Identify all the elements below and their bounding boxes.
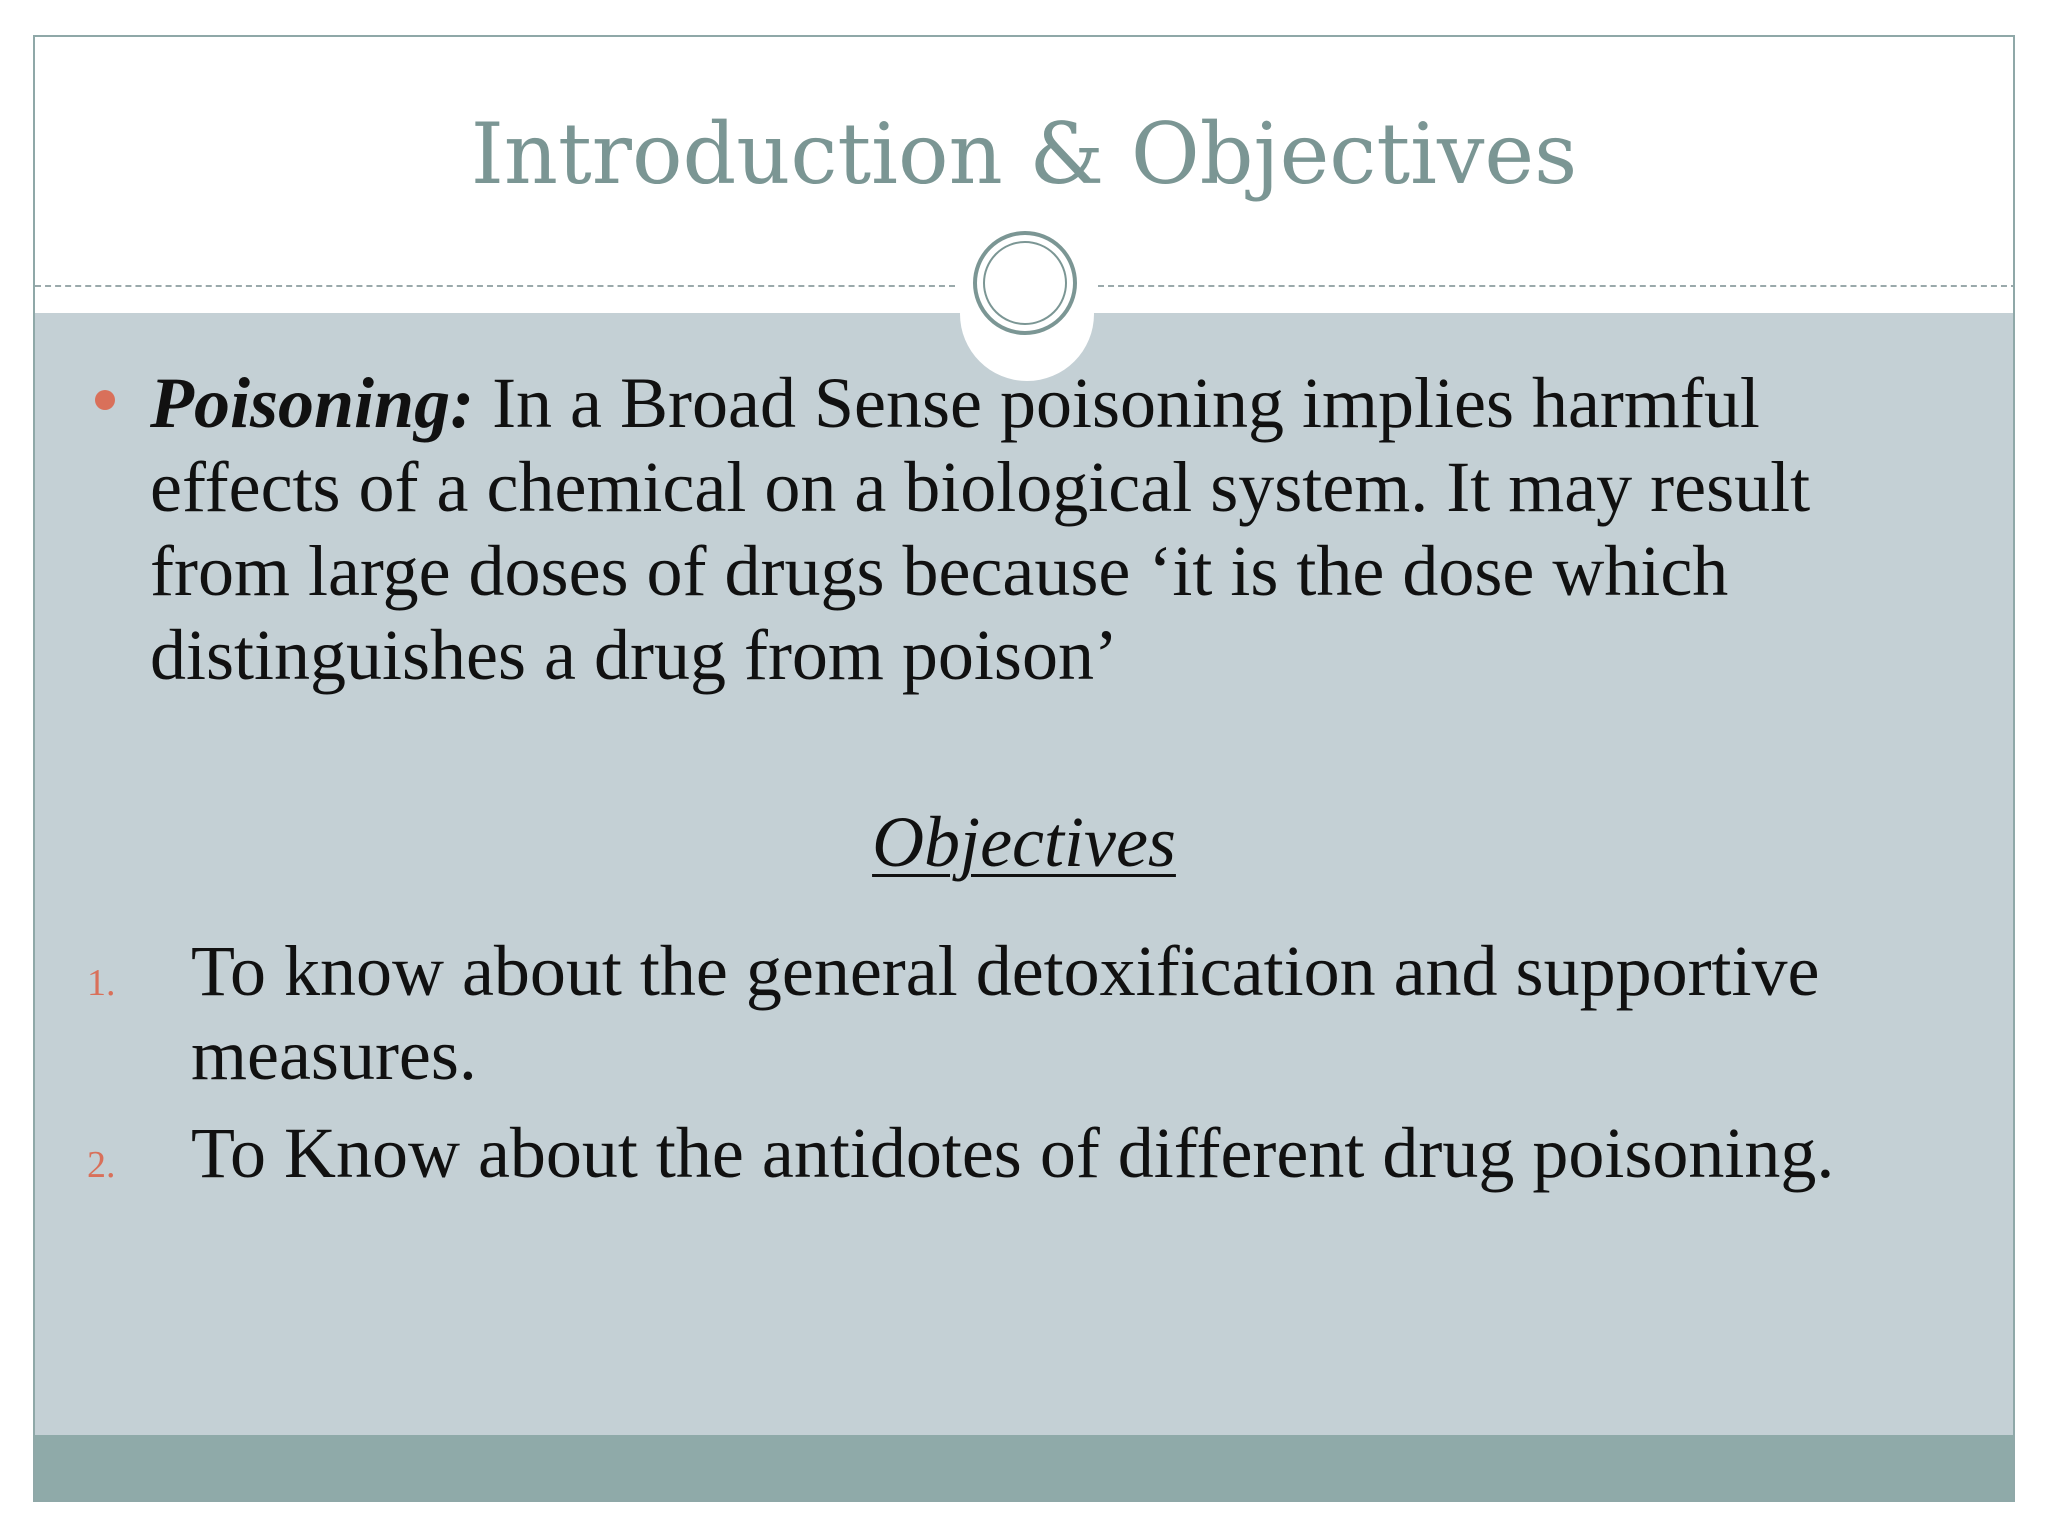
objective-item-1: To know about the general detoxification and supportive measures. xyxy=(191,931,1820,1095)
slide-title: Introduction & Objectives xyxy=(470,105,1578,203)
bullet-dot-icon xyxy=(95,390,115,410)
intro-text: In a Broad Sense poisoning implies harmful effects of a chemical on a biological system. It may result from large doses of drugs because ‘it is the dose which distinguishes a drug from poison’ xyxy=(150,363,1811,695)
header-divider-right xyxy=(1098,285,2015,287)
circle-ornament-inner xyxy=(983,241,1067,325)
intro-paragraph xyxy=(150,361,1950,697)
objective-item-2: To Know about the antidotes of different drug poisoning. xyxy=(191,1113,1835,1193)
objective-number-2: 2. xyxy=(87,1144,116,1186)
intro-term: Poisoning: xyxy=(150,363,475,443)
header-divider-left xyxy=(35,285,955,287)
objective-number-1: 1. xyxy=(87,962,116,1004)
slide-footer-bar xyxy=(35,1435,2013,1502)
circle-ornament-icon xyxy=(973,231,1077,335)
slide xyxy=(33,35,2015,1502)
objectives-heading: Objectives xyxy=(872,802,1176,882)
